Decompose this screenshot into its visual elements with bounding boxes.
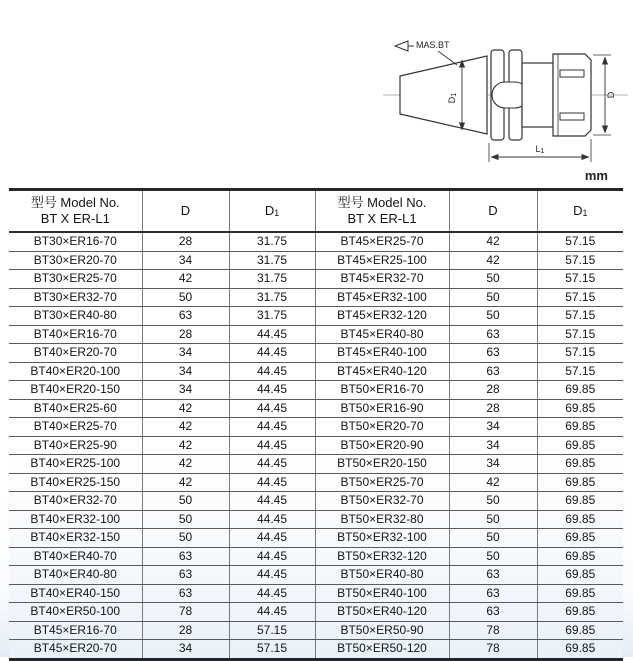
d1-cell: 69.85: [537, 399, 623, 418]
d1-cell: 44.45: [229, 492, 315, 511]
table-row: [9, 547, 623, 566]
d1-cell: 69.85: [537, 566, 623, 585]
d-cell: 50: [142, 492, 229, 511]
d-cell: 63: [142, 584, 229, 603]
model-cell: BT40×ER32-150: [9, 529, 142, 548]
model-cell: BT40×ER20-70: [9, 344, 142, 363]
d-cell: 63: [449, 566, 537, 585]
d-cell: 28: [449, 381, 537, 400]
d1-cell: 57.15: [537, 270, 623, 289]
model-cell: BT45×ER25-100: [315, 251, 449, 270]
d-cell: 34: [449, 436, 537, 455]
d1-cell: 44.45: [229, 566, 315, 585]
d1-cell: 57.15: [229, 621, 315, 640]
d-cell: 50: [449, 270, 537, 289]
table-row: [9, 307, 623, 326]
model-cell: BT45×ER32-100: [315, 288, 449, 307]
d1-col-header-left: D1: [229, 190, 315, 233]
er-nut-slot-top: [560, 70, 584, 77]
d1-cell: 57.15: [537, 288, 623, 307]
d-cell: 34: [142, 251, 229, 270]
d1-cell: 69.85: [537, 621, 623, 640]
table-row: [9, 584, 623, 603]
table-row: [9, 344, 623, 363]
d1-cell: 57.15: [537, 251, 623, 270]
model-cell: BT45×ER32-70: [315, 270, 449, 289]
d-cell: 63: [449, 603, 537, 622]
model-cell: BT45×ER25-70: [315, 232, 449, 251]
table-row: [9, 473, 623, 492]
d1-cell: 57.15: [537, 362, 623, 381]
d1-cell: 44.45: [229, 547, 315, 566]
model-cell: BT40×ER25-100: [9, 455, 142, 474]
model-cell: BT50×ER50-90: [315, 621, 449, 640]
model-cell: BT45×ER40-120: [315, 362, 449, 381]
d1-cell: 31.75: [229, 251, 315, 270]
d-cell: 42: [142, 455, 229, 474]
model-cell: BT45×ER40-100: [315, 344, 449, 363]
table-row: [9, 510, 623, 529]
d1-cell: 69.85: [537, 418, 623, 437]
d1-cell: 69.85: [537, 473, 623, 492]
model-cell: BT40×ER50-100: [9, 603, 142, 622]
d1-cell: 69.85: [537, 640, 623, 660]
datum-leader-line: [438, 51, 457, 65]
d1-cell: 69.85: [537, 510, 623, 529]
d1-cell: 44.45: [229, 381, 315, 400]
model-cell: BT50×ER20-90: [315, 436, 449, 455]
d1-cell: 44.45: [229, 473, 315, 492]
d1-cell: 57.15: [537, 325, 623, 344]
d1-cell: 57.15: [537, 232, 623, 251]
header-row: [9, 190, 623, 233]
model-cell: BT30×ER16-70: [9, 232, 142, 251]
d1-cell: 44.45: [229, 529, 315, 548]
d-cell: 63: [449, 325, 537, 344]
model-cell: BT40×ER32-70: [9, 492, 142, 511]
d1-col-header-right: D1: [537, 190, 623, 233]
d-col-header-right: D: [449, 190, 537, 233]
unit-label: mm: [584, 168, 608, 183]
model-cell: BT45×ER16-70: [9, 621, 142, 640]
d1-cell: 44.45: [229, 436, 315, 455]
model-cell: BT50×ER16-90: [315, 399, 449, 418]
model-cell: BT50×ER32-70: [315, 492, 449, 511]
d1-cell: 69.85: [537, 455, 623, 474]
model-cell: BT40×ER20-150: [9, 381, 142, 400]
d1-cell: 69.85: [537, 603, 623, 622]
d1-cell: 31.75: [229, 307, 315, 326]
d1-cell: 31.75: [229, 232, 315, 251]
model-cell: BT50×ER20-70: [315, 418, 449, 437]
d1-cell: 44.45: [229, 584, 315, 603]
d1-cell: 69.85: [537, 547, 623, 566]
table-row: [9, 640, 623, 660]
table-row: [9, 566, 623, 585]
model-cell: BT45×ER20-70: [9, 640, 142, 660]
d-cell: 28: [142, 621, 229, 640]
d-cell: 28: [142, 232, 229, 251]
d-cell: 50: [449, 288, 537, 307]
table-row: [9, 270, 623, 289]
model-cell: BT50×ER32-120: [315, 547, 449, 566]
d1-cell: 69.85: [537, 381, 623, 400]
model-col-header-left: 型号 Model No. BT X ER-L1: [9, 190, 142, 233]
datum-label: MAS.BT: [416, 40, 450, 50]
model-cell: BT40×ER25-150: [9, 473, 142, 492]
d-cell: 63: [449, 344, 537, 363]
model-cell: BT30×ER25-70: [9, 270, 142, 289]
d-cell: 50: [142, 529, 229, 548]
model-cell: BT50×ER40-80: [315, 566, 449, 585]
d1-cell: 44.45: [229, 603, 315, 622]
table-row: [9, 529, 623, 548]
d1-cell: 44.45: [229, 455, 315, 474]
d-cell: 63: [142, 566, 229, 585]
d1-cell: 44.45: [229, 344, 315, 363]
table-row: [9, 325, 623, 344]
model-cell: BT40×ER32-100: [9, 510, 142, 529]
d-cell: 50: [449, 307, 537, 326]
d1-cell: 57.15: [537, 344, 623, 363]
d1-cell: 69.85: [537, 436, 623, 455]
model-cell: BT50×ER32-100: [315, 529, 449, 548]
d-cell: 28: [142, 325, 229, 344]
d-col-header-left: D: [142, 190, 229, 233]
d-cell: 42: [449, 473, 537, 492]
model-cell: BT40×ER25-60: [9, 399, 142, 418]
model-cell: BT40×ER25-70: [9, 418, 142, 437]
d-cell: 50: [142, 288, 229, 307]
d-cell: 63: [142, 547, 229, 566]
model-cell: BT30×ER20-70: [9, 251, 142, 270]
technical-drawing: [0, 0, 633, 188]
d-cell: 42: [449, 232, 537, 251]
holder-body: [522, 63, 553, 127]
table-row: [9, 492, 623, 511]
l1-dimension-label: L1: [535, 144, 545, 155]
table-row: [9, 455, 623, 474]
d-cell: 42: [142, 436, 229, 455]
table-row: [9, 232, 623, 251]
model-cell: BT40×ER40-70: [9, 547, 142, 566]
table-row: [9, 288, 623, 307]
table-row: [9, 436, 623, 455]
d-cell: 34: [449, 418, 537, 437]
model-cell: BT40×ER40-150: [9, 584, 142, 603]
d-cell: 34: [142, 381, 229, 400]
d1-cell: 44.45: [229, 510, 315, 529]
model-cell: BT50×ER50-120: [315, 640, 449, 660]
d-cell: 42: [449, 251, 537, 270]
model-cell: BT45×ER32-120: [315, 307, 449, 326]
d1-cell: 31.75: [229, 288, 315, 307]
d-cell: 78: [449, 621, 537, 640]
model-cell: BT40×ER20-100: [9, 362, 142, 381]
table-row: [9, 381, 623, 400]
table-row: [9, 399, 623, 418]
d-cell: 42: [142, 418, 229, 437]
bt-taper-shank: [400, 56, 487, 134]
spec-table: [9, 188, 623, 661]
er-nut-slot-bottom: [560, 113, 584, 120]
d1-cell: 57.15: [537, 307, 623, 326]
model-cell: BT40×ER40-80: [9, 566, 142, 585]
table-row: [9, 603, 623, 622]
model-cell: BT45×ER40-80: [315, 325, 449, 344]
model-cell: BT50×ER40-100: [315, 584, 449, 603]
table-row: [9, 362, 623, 381]
model-cell: BT50×ER40-120: [315, 603, 449, 622]
table-row: [9, 251, 623, 270]
d-cell: 42: [142, 270, 229, 289]
d1-cell: 44.45: [229, 399, 315, 418]
d-cell: 50: [449, 529, 537, 548]
d-cell: 34: [142, 344, 229, 363]
d-cell: 50: [449, 510, 537, 529]
d-dimension-label: D: [606, 91, 616, 99]
er-nut: [553, 54, 591, 136]
model-col-header-right: 型号 Model No. BT X ER-L1: [315, 190, 449, 233]
d-cell: 78: [142, 603, 229, 622]
d-cell: 42: [142, 473, 229, 492]
d1-cell: 44.45: [229, 418, 315, 437]
model-cell: BT40×ER25-90: [9, 436, 142, 455]
d-cell: 34: [449, 455, 537, 474]
model-cell: BT50×ER32-80: [315, 510, 449, 529]
model-cell: BT50×ER25-70: [315, 473, 449, 492]
model-cell: BT30×ER32-70: [9, 288, 142, 307]
d-cell: 63: [449, 362, 537, 381]
d-cell: 28: [449, 399, 537, 418]
d-cell: 50: [449, 547, 537, 566]
collet-chuck-drawing: [0, 0, 633, 188]
d1-cell: 69.85: [537, 492, 623, 511]
d-cell: 63: [449, 584, 537, 603]
d1-cell: 44.45: [229, 362, 315, 381]
d-cell: 78: [449, 640, 537, 660]
d1-cell: 31.75: [229, 270, 315, 289]
d-cell: 34: [142, 640, 229, 660]
d1-cell: 44.45: [229, 325, 315, 344]
model-cell: BT50×ER16-70: [315, 381, 449, 400]
d-cell: 50: [142, 510, 229, 529]
model-cell: BT50×ER20-150: [315, 455, 449, 474]
model-cell: BT30×ER40-80: [9, 307, 142, 326]
d-cell: 34: [142, 362, 229, 381]
table-row: [9, 418, 623, 437]
d1-dimension-label: D1: [447, 92, 458, 104]
datum-arrow-icon: [395, 41, 408, 51]
d-cell: 42: [142, 399, 229, 418]
d1-cell: 57.15: [229, 640, 315, 660]
d1-cell: 69.85: [537, 529, 623, 548]
table-row: [9, 621, 623, 640]
d-cell: 63: [142, 307, 229, 326]
d1-cell: 69.85: [537, 584, 623, 603]
model-cell: BT40×ER16-70: [9, 325, 142, 344]
d-cell: 50: [449, 492, 537, 511]
